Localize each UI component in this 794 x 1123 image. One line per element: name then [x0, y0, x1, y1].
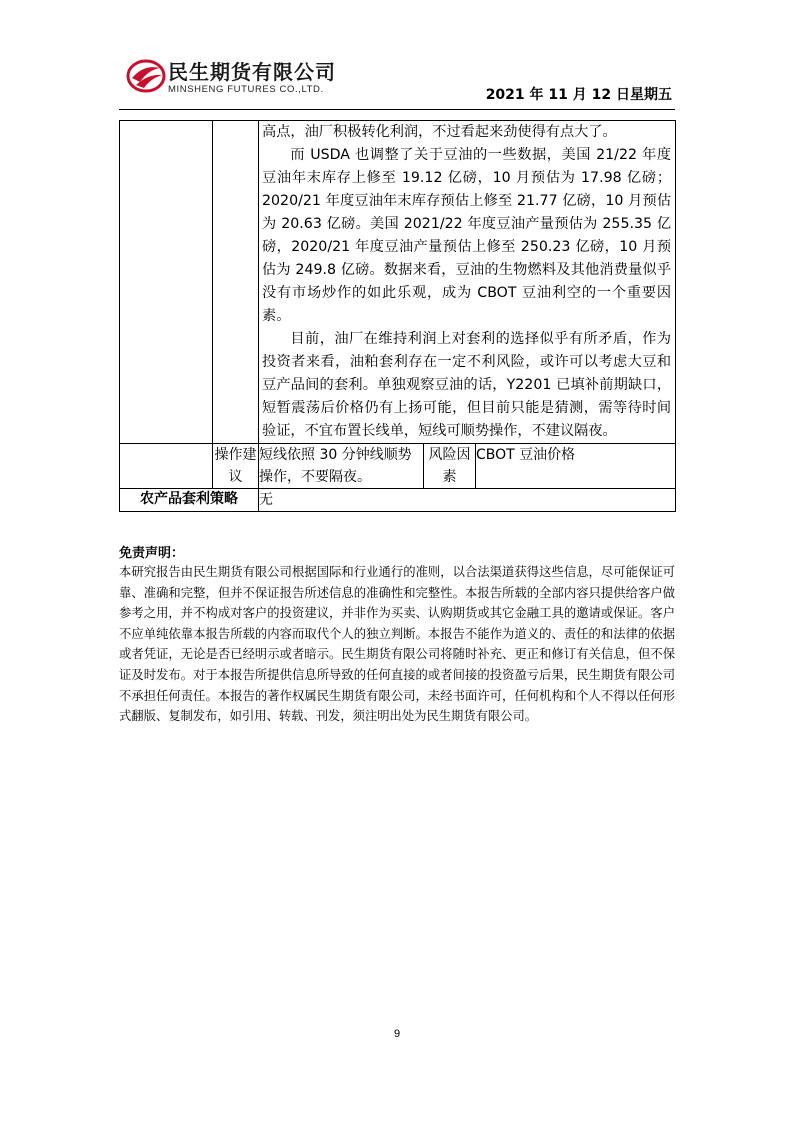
disclaimer-title: 免责声明： — [119, 546, 185, 561]
logo-chinese-name: 民生期货有限公司 — [168, 60, 336, 84]
header-divider — [119, 109, 675, 110]
risk-label: 风险因素 — [424, 444, 476, 489]
empty-category-cell — [120, 444, 213, 489]
risk-text: CBOT 豆油价格 — [476, 444, 676, 489]
analysis-paragraph: 而 USDA 也调整了关于豆油的一些数据，美国 21/22 年度豆油年末库存上修至 19.12 亿磅，10 月预估为 17.98 亿磅；2020/21 年度豆油年末库存预估上修至 21.77 亿磅，10 月预估为 20.63 亿磅。美国 2021/22 年度豆油产量预估为 255.35 亿磅，2020/21 年度豆油产量预估上修至 250.23 亿磅，10 月预估为 249.8 亿磅。数据来看，豆油的生物燃料及其他消费量似乎没有市场炒作的如此乐观，成为 CBOT 豆油利空的一个重要因素。 — [262, 147, 672, 324]
operation-label: 操作建议 — [213, 444, 259, 489]
company-logo — [126, 56, 366, 102]
operation-row — [120, 444, 676, 489]
arbitrage-row — [120, 489, 676, 512]
logo-english-name: MINSHENG FUTURES CO.,LTD. — [168, 84, 324, 95]
arbitrage-value: 无 — [259, 489, 676, 512]
minsheng-logo-icon — [126, 58, 166, 94]
operation-text: 短线依照 30 分钟线顺势操作，不要隔夜。 — [259, 444, 424, 489]
empty-subcategory-cell — [213, 121, 259, 444]
analysis-paragraph: 目前，油厂在维持利润上对套利的选择似乎有所矛盾，作为投资者来看，油粕套利存在一定不利风险，或许可以考虑大豆和豆产品间的套利。单独观察豆油的话，Y2201 已填补前期缺口，短暂震荡后价格仍有上扬可能，但目前只能是猜测，需等待时间验证，不宜布置长线单，短线可顺势操作，不建议隔夜。 — [262, 331, 672, 439]
strategy-table — [119, 120, 676, 512]
analysis-cell — [259, 121, 676, 444]
analysis-paragraph: 高点，油厂积极转化利润，不过看起来劲使得有点大了。 — [262, 124, 617, 140]
analysis-row — [120, 121, 676, 444]
page-number: 9 — [393, 1028, 401, 1040]
report-date: 2021 年 11 月 12 日星期五 — [485, 87, 672, 103]
disclaimer-body: 本研究报告由民生期货有限公司根据国际和行业通行的准则，以合法渠道获得这些信息，尽可能保证可靠、准确和完整，但并不保证报告所述信息的准确性和完整性。本报告所载的全部内容只提供给客户做参考之用，并不构成对客户的投资建议，并非作为买卖、认购期货或其它金融工具的邀请或保证。客户不应单纯依靠本报告所载的内容而取代个人的独立判断。本报告不能作为道义的、责任的和法律的依据或者凭证，无论是否已经明示或者暗示。民生期货有限公司将随时补充、更正和修订有关信息，但不保证及时发布。对于本报告所提供信息所导致的任何直接的或者间接的投资盈亏后果，民生期货有限公司不承担任何责任。本报告的著作权属民生期货有限公司，未经书面许可，任何机构和个人不得以任何形式翻版、复制发布，如引用、转载、刊发，须注明出处为民生期货有限公司。 — [119, 565, 675, 724]
empty-category-cell — [120, 121, 213, 444]
arbitrage-label: 农产品套利策略 — [120, 489, 259, 512]
